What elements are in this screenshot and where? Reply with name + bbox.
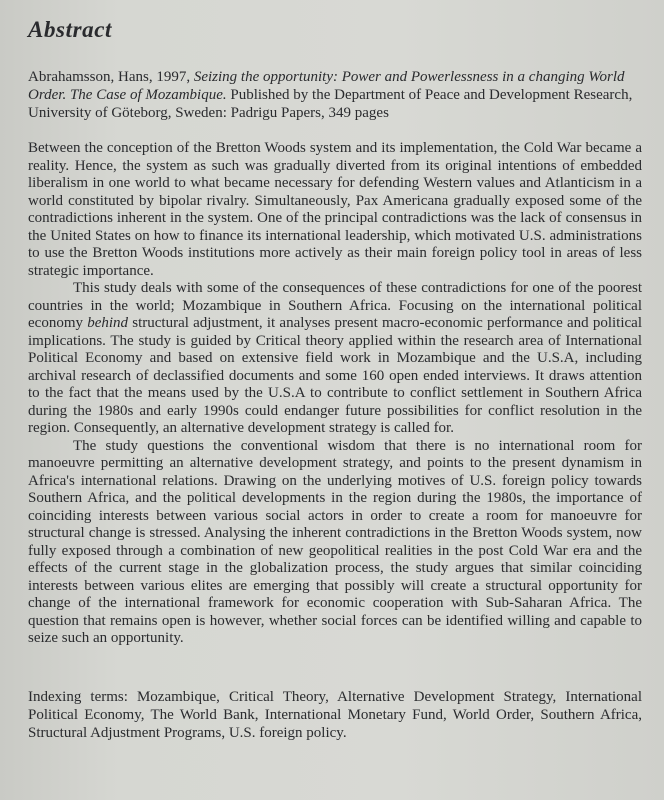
paragraph-3: The study questions the conventional wisdom that there is no international room for manoeuvre permitting an alternative development strategy, and points to the present dynamism in Africa's international relations. Drawing on the underlying motives of U.S. foreign policy towards Southern Africa, and the political developments in the region during the 1980s, the importance of coinciding interests between various social actors in order to create a room for manoeuvre for structural change is stressed. Analysing the inherent contradictions in the Bretton Woods system, now fully exposed through a combination of new geopolitical realities in the post Cold War era and the effects of the current stage in the globalization process, the study argues that similar coinciding interests between various elites are emerging that possibly will create a structural opportunity for change of the international framework for economic cooperation with Sub-Saharan Africa. The question that remains open is however, whether social forces can be identified willing and capable to seize such an opportunity. <box>28 437 642 646</box>
paragraph-2 <box>28 280 642 438</box>
abstract-heading: Abstract <box>28 17 113 42</box>
citation-title: Seizing the opportunity: Power and Powerlessness in a changing World Order. The Case of Mozambique. <box>28 69 625 103</box>
paragraph-2-start: This study deals with some of the consequences of these contradictions for one of the poorest countries in the world; Mozambique in Southern Africa. Focusing on the international political economy <box>28 280 642 331</box>
citation <box>28 68 642 122</box>
paragraph-1: Between the conception of the Bretton Woods system and its implementation, the Cold War became a reality. Hence, the system as such was gradually diverted from its original intentions of embedded liberalism in one world to what became necessary for defending Western values and Atlanticism in a world constituted by bipolar rivalry. Simultaneously, Pax Americana gradually exposed some of the contradictions inherent in the system. One of the principal contradictions was the lack of consensus in the United States on how to finance its international leadership, which motivated U.S. administrations to use the Bretton Woods institutions more actively as their main foreign policy tool in areas of less strategic importance. <box>28 140 642 279</box>
indexing-terms: Indexing terms: Mozambique, Critical Theory, Alternative Development Strategy, International Political Economy, The World Bank, International Monetary Fund, World Order, Southern Africa, Structural Adjustment Programs, U.S. foreign policy. <box>28 688 642 741</box>
citation-author-year: Abrahamsson, Hans, 1997, <box>28 69 194 85</box>
citation-publisher: Published by the Department of Peace and Development Research, University of Göteborg, Sweden: Padrigu Papers, 349 pages <box>28 87 633 121</box>
paragraph-2-end: structural adjustment, it analyses present macro-economic performance and political implications. The study is guided by Critical theory applied within the research area of International Political Economy and based on extensive field work in Mozambique and the U.S.A, including archival research of declassified documents and some 160 open ended interviews. It draws attention to the fact that the means used by the U.S.A to contribute to conflict settlement in Southern Africa during the 1980s and early 1990s could endanger future possibilities for conflict resolution in the region. Consequently, an alternative development strategy is called for. <box>28 315 643 436</box>
paragraph-2-emphasis: behind <box>87 315 129 331</box>
